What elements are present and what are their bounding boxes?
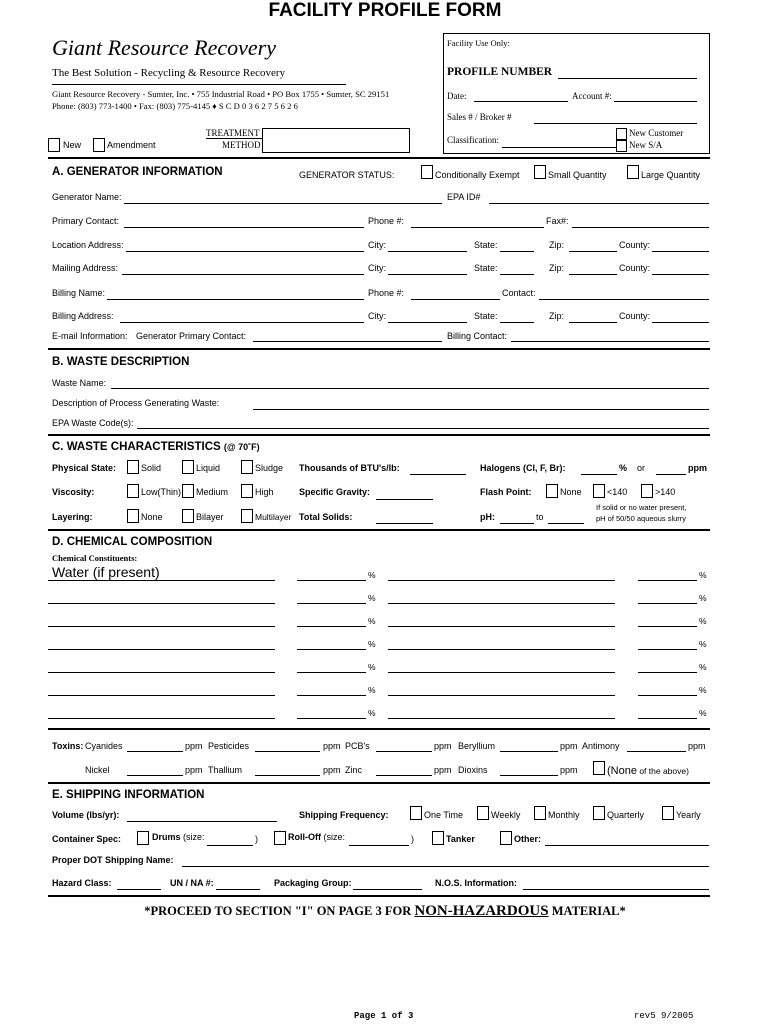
location-state-label: State: [474,240,498,250]
constituents-label: Chemical Constituents: [52,553,138,563]
drums-label [152,832,205,842]
billing-county-field[interactable] [652,322,709,323]
flash-lt140-checkbox[interactable] [593,484,605,498]
classification-field[interactable] [502,147,616,148]
constituent-name-field-2[interactable] [388,626,615,627]
mailing-address-field[interactable] [122,274,364,275]
bilayer-label: Bilayer [196,512,224,522]
yearly-checkbox[interactable] [662,806,674,820]
liquid-checkbox[interactable] [182,460,194,474]
btu-label: Thousands of BTU's/lb: [299,463,400,473]
location-county-field[interactable] [652,251,709,252]
profile-number-field[interactable] [558,78,697,79]
tanker-label: Tanker [446,834,475,844]
constituent-percent-field[interactable] [297,626,366,627]
constituent-percent-field[interactable] [297,718,366,719]
constituent-percent-unit-2: % [699,662,707,672]
halogens-ppm-unit: ppm [688,463,707,473]
beryllium-label: Beryllium [458,741,496,751]
mailing-county-field[interactable] [652,274,709,275]
other-container-label: Other: [514,834,541,844]
flash-gt140-label: >140 [655,487,676,497]
bilayer-checkbox[interactable] [182,509,194,523]
drums-close-paren: ) [255,834,258,844]
solid-checkbox[interactable] [127,460,139,474]
thallium-label: Thallium [208,765,243,775]
divider [48,895,710,897]
toxins-label: Toxins: [52,741,84,751]
cyanides-label: Cyanides [85,741,123,751]
amendment-label: Amendment [107,140,156,150]
un-na-label: UN / NA #: [170,878,214,888]
halogens-or: or [637,463,646,473]
monthly-checkbox[interactable] [534,806,546,820]
quarterly-checkbox[interactable] [593,806,605,820]
treatment-label: TREATMENT [206,128,260,138]
drums-size-text: (size: [180,832,205,842]
constituent-percent-field-2[interactable] [638,603,697,604]
physical-state-label: Physical State: [52,463,117,473]
halogens-ppm-field[interactable] [656,474,686,475]
epa-id-field[interactable] [489,203,709,204]
process-label: Description of Process Generating Waste: [52,398,220,408]
dioxins-ppm: ppm [560,765,578,775]
date-label: Date: [447,91,467,101]
constituent-percent-unit-2: % [699,685,707,695]
volume-field[interactable] [127,821,277,822]
zinc-field[interactable] [376,775,432,776]
ph-to: to [536,512,544,522]
facility-use-label: Facility Use Only: [447,38,510,48]
flash-gt140-checkbox[interactable] [641,484,653,498]
constituent-name-field-2[interactable] [388,695,615,696]
generator-name-field[interactable] [124,203,442,204]
btu-field[interactable] [410,474,466,475]
divider [48,434,710,436]
cyanides-field[interactable] [127,751,183,752]
dot-name-label: Proper DOT Shipping Name: [52,855,174,865]
billing-state-field[interactable] [500,322,534,323]
billing-contact-person-label: Contact: [502,288,536,298]
rolloff-text: Roll-Off [288,832,321,842]
none-of-above-checkbox[interactable] [593,761,605,775]
constituent-percent-unit: % [368,685,376,695]
low-viscosity-checkbox[interactable] [127,484,139,498]
constituent-percent-unit-2: % [699,593,707,603]
section-b-heading: B. WASTE DESCRIPTION [52,356,190,368]
mailing-zip-label: Zip: [549,263,565,273]
halogens-label: Halogens (Cl, F, Br): [480,463,566,473]
ph-note-1: If solid or no water present, [596,503,687,512]
billing-phone-field[interactable] [411,299,500,300]
constituent-percent-unit-2: % [699,708,707,718]
yearly-label: Yearly [676,810,701,820]
billing-name-field[interactable] [107,299,364,300]
location-address-field[interactable] [126,251,364,252]
billing-zip-field[interactable] [569,322,617,323]
new-sa-checkbox[interactable] [616,140,627,152]
email-info-label: E-mail Information: [52,331,128,341]
mailing-city-field[interactable] [388,274,467,275]
specific-gravity-field[interactable] [376,499,433,500]
profile-number-label: PROFILE NUMBER [447,66,553,78]
divider [48,157,710,159]
page-title: FACILITY PROFILE FORM [268,0,502,21]
billing-state-label: State: [474,311,498,321]
constituent-percent-field-2[interactable] [638,580,697,581]
account-label: Account #: [572,91,612,101]
thallium-field[interactable] [255,775,320,776]
company-phone: Phone: (803) 773-1400 • Fax: (803) 775-4145 ♦ S C D 0 3 6 2 7 5 6 2 6 [52,101,298,111]
proceed-note-start: *PROCEED TO SECTION "I" ON PAGE 3 FOR [144,904,415,918]
waste-name-field[interactable] [111,388,709,389]
constituent-percent-field-2[interactable] [638,626,697,627]
un-na-field[interactable] [216,889,260,890]
constituent-percent-unit: % [368,662,376,672]
location-zip-label: Zip: [549,240,565,250]
packaging-group-label: Packaging Group: [274,878,352,888]
rolloff-checkbox[interactable] [274,831,286,845]
solid-label: Solid [141,463,162,473]
sales-broker-label: Sales # / Broker # [447,112,512,122]
divider [48,348,710,350]
pcbs-ppm: ppm [434,741,452,751]
liquid-label: Liquid [196,463,221,473]
sludge-checkbox[interactable] [241,460,253,474]
revision: rev5 9/2005 [634,1011,694,1021]
proceed-note [0,903,770,920]
gen-primary-contact-email-field[interactable] [253,341,442,342]
mailing-state-label: State: [474,263,498,273]
halogens-percent-field[interactable] [581,474,617,475]
nos-info-label: N.O.S. Information: [435,878,517,888]
mailing-city-label: City: [368,263,386,273]
multilayer-checkbox[interactable] [241,509,253,523]
company-name: Giant Resource Recovery [52,35,276,60]
pcbs-field[interactable] [376,751,432,752]
constituent-percent-field-2[interactable] [638,649,697,650]
billing-contact-person-field[interactable] [539,299,709,300]
constituent-name-field[interactable] [48,649,275,650]
constituent-percent-unit-2: % [699,639,707,649]
new-checkbox[interactable] [48,138,60,152]
billing-city-label: City: [368,311,386,321]
primary-contact-label: Primary Contact: [52,216,120,226]
generator-name-label: Generator Name: [52,192,122,202]
constituent-percent-unit: % [368,616,376,626]
tanker-checkbox[interactable] [432,831,444,845]
location-state-field[interactable] [500,251,534,252]
divider [48,782,710,784]
constituent-name-field-2[interactable] [388,649,615,650]
constituent-name-field[interactable] [48,718,275,719]
mailing-address-label: Mailing Address: [52,263,119,273]
pesticides-field[interactable] [255,751,320,752]
halogens-percent-unit: % [619,463,628,473]
billing-contact-label: Billing Contact: [447,331,508,341]
ph-note-2: pH of 50/50 aqueous slurry [596,514,687,523]
constituent-percent-unit: % [368,708,376,718]
billing-contact-email-field[interactable] [511,341,709,342]
billing-zip-label: Zip: [549,311,565,321]
section-e-heading: E. SHIPPING INFORMATION [52,789,205,801]
proceed-note-end: MATERIAL* [548,904,626,918]
billing-county-label: County: [619,311,651,321]
rolloff-label [288,832,345,842]
company-tagline: The Best Solution - Recycling & Resource Recovery [52,67,286,79]
other-container-checkbox[interactable] [500,831,512,845]
sales-broker-field[interactable] [534,123,697,124]
ph-high-field[interactable] [548,523,584,524]
medium-viscosity-label: Medium [196,487,229,497]
small-qty-label: Small Quantity [548,170,607,180]
page-number: Page 1 of 3 [354,1011,414,1021]
frequency-label: Shipping Frequency: [299,810,389,820]
treatment-method-field[interactable] [262,128,410,153]
generator-status-label: GENERATOR STATUS: [299,170,395,180]
billing-address-field[interactable] [120,322,364,323]
method-label: METHOD [222,140,261,150]
low-viscosity-label: Low(Thin) [141,487,182,497]
total-solids-field[interactable] [376,523,433,524]
drums-checkbox[interactable] [137,831,149,845]
constituent-first-row: Water (if present) [52,564,160,580]
rolloff-size-field[interactable] [349,845,409,846]
phone-label: Phone #: [368,216,405,226]
ph-label: pH: [480,512,495,522]
section-a-heading: A. GENERATOR INFORMATION [52,166,223,178]
section-c-note: (@ 70˚F) [223,442,260,452]
mailing-state-field[interactable] [500,274,534,275]
section-c-title: C. WASTE CHARACTERISTICS [52,441,221,453]
none-of-above-main: (None [607,765,637,777]
zinc-ppm: ppm [434,765,452,775]
company-address: Giant Resource Recovery - Sumter, Inc. • 755 Industrial Road • PO Box 1755 • Sumter, SC 29151 [52,89,390,99]
fax-label: Fax#: [546,216,569,226]
mailing-zip-field[interactable] [569,274,617,275]
location-address-label: Location Address: [52,240,124,250]
antimony-ppm: ppm [688,741,706,751]
layering-none-label: None [141,512,163,522]
layering-none-checkbox[interactable] [127,509,139,523]
ph-low-field[interactable] [500,523,534,524]
volume-label: Volume (lbs/yr): [52,810,120,820]
constituent-percent-unit-2: % [699,570,707,580]
epa-codes-label: EPA Waste Code(s): [52,418,134,428]
location-city-field[interactable] [388,251,467,252]
pesticides-ppm: ppm [323,741,341,751]
phone-field[interactable] [411,227,544,228]
process-field[interactable] [253,409,709,410]
flash-none-label: None [560,487,582,497]
antimony-label: Antimony [582,741,620,751]
pcbs-label: PCB's [345,741,370,751]
total-solids-label: Total Solids: [299,512,353,522]
constituent-percent-field[interactable] [297,695,366,696]
constituent-percent-field[interactable] [297,580,366,581]
constituent-percent-field[interactable] [297,603,366,604]
thallium-ppm: ppm [323,765,341,775]
beryllium-field[interactable] [500,751,558,752]
constituent-percent-unit: % [368,593,376,603]
constituent-name-field-2[interactable] [388,672,615,673]
proceed-note-emphasis: NON-HAZARDOUS [414,903,549,919]
constituent-name-field-2[interactable] [388,603,615,604]
constituent-name-field[interactable] [48,672,275,673]
constituent-name-field[interactable] [48,626,275,627]
packaging-group-field[interactable] [353,889,422,890]
constituent-percent-field[interactable] [297,649,366,650]
epa-id-label: EPA ID# [447,192,481,202]
zinc-label: Zinc [345,765,363,775]
constituent-name-field-2[interactable] [388,718,615,719]
constituent-percent-field-2[interactable] [638,718,697,719]
large-qty-label: Large Quantity [641,170,701,180]
weekly-label: Weekly [491,810,521,820]
divider [48,728,710,730]
rolloff-size-text: (size: [321,832,346,842]
divider [48,529,710,531]
new-customer-checkbox[interactable] [616,128,627,140]
constituent-name-field-2[interactable] [388,580,615,581]
section-d-heading: D. CHEMICAL COMPOSITION [52,536,213,548]
location-city-label: City: [368,240,386,250]
new-label: New [63,140,82,150]
none-of-above-label [607,761,689,779]
nickel-ppm: ppm [185,765,203,775]
dioxins-field[interactable] [500,775,558,776]
hazard-class-field[interactable] [117,889,161,890]
new-customer-label: New Customer [629,128,684,138]
billing-phone-label: Phone #: [368,288,405,298]
multilayer-label: Multilayer [255,512,292,522]
classification-label: Classification: [447,135,499,145]
monthly-label: Monthly [548,810,580,820]
epa-codes-field[interactable] [137,428,709,429]
flash-lt140-label: <140 [607,487,628,497]
beryllium-ppm: ppm [560,741,578,751]
dioxins-label: Dioxins [458,765,488,775]
nickel-label: Nickel [85,765,110,775]
constituent-percent-unit-2: % [699,616,707,626]
constituent-percent-field[interactable] [297,672,366,673]
header-rule [52,84,346,85]
none-of-above-rest: of the above) [636,766,689,776]
constituent-percent-unit: % [368,639,376,649]
treatment-rule [206,138,262,139]
waste-name-label: Waste Name: [52,378,107,388]
small-qty-checkbox[interactable] [534,165,546,179]
drums-size-field[interactable] [207,845,253,846]
date-field[interactable] [474,101,568,102]
constituent-percent-field-2[interactable] [638,672,697,673]
pesticides-label: Pesticides [208,741,250,751]
drums-text: Drums [152,832,181,842]
mailing-county-label: County: [619,263,651,273]
billing-address-label: Billing Address: [52,311,114,321]
constituent-name-field[interactable] [48,580,275,581]
nickel-field[interactable] [127,775,183,776]
large-qty-checkbox[interactable] [627,165,639,179]
viscosity-label: Viscosity: [52,487,95,497]
dot-name-field[interactable] [182,866,709,867]
one-time-checkbox[interactable] [410,806,422,820]
rolloff-close-paren: ) [411,834,414,844]
new-sa-label: New S/A [629,140,663,150]
nos-info-field[interactable] [523,889,709,890]
cyanides-ppm: ppm [185,741,203,751]
quarterly-label: Quarterly [607,810,645,820]
medium-viscosity-checkbox[interactable] [182,484,194,498]
high-viscosity-label: High [255,487,274,497]
billing-name-label: Billing Name: [52,288,106,298]
container-spec-label: Container Spec: [52,834,122,844]
gen-primary-contact-label: Generator Primary Contact: [136,331,247,341]
account-field[interactable] [614,101,697,102]
hazard-class-label: Hazard Class: [52,878,112,888]
flash-none-checkbox[interactable] [546,484,558,498]
high-viscosity-checkbox[interactable] [241,484,253,498]
sludge-label: Sludge [255,463,284,473]
constituent-name-field[interactable] [48,695,275,696]
flash-point-label: Flash Point: [480,487,532,497]
layering-label: Layering: [52,512,93,522]
primary-contact-field[interactable] [124,227,364,228]
constituent-percent-field-2[interactable] [638,695,697,696]
location-zip-field[interactable] [569,251,617,252]
section-c-heading [52,441,260,453]
amendment-checkbox[interactable] [93,138,105,152]
antimony-field[interactable] [627,751,686,752]
cond-exempt-checkbox[interactable] [421,165,433,179]
billing-city-field[interactable] [388,322,467,323]
location-county-label: County: [619,240,651,250]
weekly-checkbox[interactable] [477,806,489,820]
other-container-field[interactable] [545,845,709,846]
constituent-name-field[interactable] [48,603,275,604]
constituent-percent-unit: % [368,570,376,580]
fax-field[interactable] [572,227,709,228]
specific-gravity-label: Specific Gravity: [299,487,371,497]
cond-exempt-label: Conditionally Exempt [435,170,520,180]
one-time-label: One Time [424,810,464,820]
